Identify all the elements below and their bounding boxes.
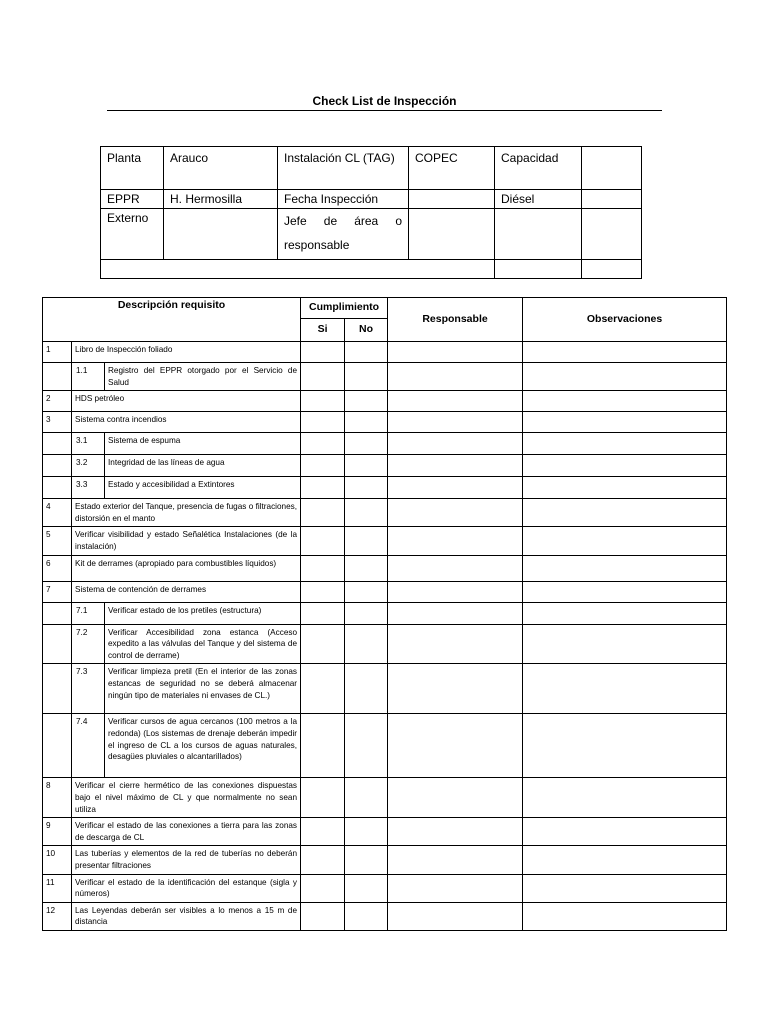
cell-responsable	[388, 846, 523, 874]
info-cell	[164, 209, 278, 260]
item-number: 9	[43, 818, 72, 846]
table-row	[43, 874, 727, 902]
info-row	[101, 190, 642, 209]
table-row	[43, 624, 727, 664]
cell-observaciones	[523, 846, 727, 874]
item-description: HDS petróleo	[72, 391, 301, 412]
item-number	[43, 455, 72, 477]
cell-responsable	[388, 412, 523, 433]
table-row	[43, 477, 727, 499]
cell-no	[345, 846, 388, 874]
cell-no	[345, 664, 388, 714]
item-description: Verificar el estado de las conexiones a tierra para las zonas de descarga de CL	[72, 818, 301, 846]
subitem-number: 7.1	[72, 602, 105, 624]
cell-observaciones	[523, 902, 727, 930]
table-row	[43, 499, 727, 527]
cell-responsable	[388, 555, 523, 581]
cell-no	[345, 874, 388, 902]
info-cell	[495, 260, 582, 279]
info-cell: EPPR	[101, 190, 164, 209]
cell-observaciones	[523, 602, 727, 624]
info-cell: Jefe de área o responsable	[278, 209, 409, 260]
info-row	[101, 209, 642, 260]
title-underline	[107, 110, 662, 111]
cell-no	[345, 778, 388, 818]
cell-observaciones	[523, 391, 727, 412]
cell-observaciones	[523, 433, 727, 455]
subitem-number: 1.1	[72, 363, 105, 391]
cell-si	[301, 363, 345, 391]
cell-observaciones	[523, 818, 727, 846]
item-description: Verificar limpieza pretil (En el interior de las zonas estancas de seguridad no se deberá almacenar ningún tipo de materiales ni envases de CL.)	[105, 664, 301, 714]
cell-observaciones	[523, 555, 727, 581]
cell-responsable	[388, 902, 523, 930]
item-description: Verificar cursos de agua cercanos (100 metros a la redonda) (Los sistemas de drenaje deberán impedir el ingreso de CL a los cursos de aguas naturales, desagües pluviales o alcantarillados)	[105, 714, 301, 778]
cell-si	[301, 455, 345, 477]
cell-observaciones	[523, 412, 727, 433]
cell-responsable	[388, 455, 523, 477]
cell-responsable	[388, 714, 523, 778]
item-number	[43, 714, 72, 778]
item-number: 8	[43, 778, 72, 818]
info-cell: Arauco	[164, 147, 278, 190]
cell-responsable	[388, 477, 523, 499]
item-description: Registro del EPPR otorgado por el Servicio de Salud	[105, 363, 301, 391]
subitem-number: 7.4	[72, 714, 105, 778]
info-cell: Diésel	[495, 190, 582, 209]
item-number	[43, 664, 72, 714]
table-row	[43, 455, 727, 477]
table-row	[43, 602, 727, 624]
item-number: 12	[43, 902, 72, 930]
subitem-number: 3.1	[72, 433, 105, 455]
table-row	[43, 555, 727, 581]
cell-responsable	[388, 818, 523, 846]
cell-responsable	[388, 342, 523, 363]
info-cell: Capacidad	[495, 147, 582, 190]
item-number	[43, 363, 72, 391]
item-number: 2	[43, 391, 72, 412]
info-cell	[582, 209, 642, 260]
cell-si	[301, 391, 345, 412]
info-table	[100, 146, 642, 279]
info-row	[101, 260, 642, 279]
cell-responsable	[388, 363, 523, 391]
cell-no	[345, 624, 388, 664]
item-description: Las tuberías y elementos de la red de tuberías no deberán presentar filtraciones	[72, 846, 301, 874]
item-number: 1	[43, 342, 72, 363]
info-cell	[409, 190, 495, 209]
cell-responsable	[388, 778, 523, 818]
cell-no	[345, 499, 388, 527]
cell-no	[345, 902, 388, 930]
info-cell: Externo	[101, 209, 164, 260]
cell-no	[345, 433, 388, 455]
cell-si	[301, 664, 345, 714]
table-row	[43, 664, 727, 714]
info-cell: H. Hermosilla	[164, 190, 278, 209]
table-row	[43, 846, 727, 874]
item-number	[43, 602, 72, 624]
cell-observaciones	[523, 664, 727, 714]
item-description: Estado y accesibilidad a Extintores	[105, 477, 301, 499]
table-row	[43, 778, 727, 818]
header-responsable: Responsable	[388, 298, 523, 342]
cell-observaciones	[523, 581, 727, 602]
cell-si	[301, 527, 345, 555]
table-row	[43, 342, 727, 363]
cell-responsable	[388, 391, 523, 412]
item-description: Las Leyendas deberán ser visibles a lo menos a 15 m de distancia	[72, 902, 301, 930]
cell-si	[301, 412, 345, 433]
table-row	[43, 391, 727, 412]
item-number: 3	[43, 412, 72, 433]
info-cell: Planta	[101, 147, 164, 190]
cell-si	[301, 874, 345, 902]
cell-si	[301, 778, 345, 818]
item-number: 11	[43, 874, 72, 902]
cell-no	[345, 363, 388, 391]
cell-no	[345, 581, 388, 602]
cell-responsable	[388, 874, 523, 902]
table-row	[43, 527, 727, 555]
cell-observaciones	[523, 624, 727, 664]
header-no: No	[345, 319, 388, 342]
table-row	[43, 902, 727, 930]
item-description: Libro de Inspección foliado	[72, 342, 301, 363]
table-row	[43, 581, 727, 602]
item-description: Sistema de contención de derrames	[72, 581, 301, 602]
table-row	[43, 412, 727, 433]
cell-responsable	[388, 527, 523, 555]
info-cell	[101, 260, 495, 279]
item-number: 7	[43, 581, 72, 602]
cell-no	[345, 342, 388, 363]
cell-no	[345, 455, 388, 477]
item-description: Verificar el cierre hermético de las conexiones dispuestas bajo el nivel máximo de CL y que normalmente no sean utiliza	[72, 778, 301, 818]
table-row	[43, 714, 727, 778]
info-cell	[582, 190, 642, 209]
cell-si	[301, 602, 345, 624]
item-description: Integridad de las líneas de agua	[105, 455, 301, 477]
header-si: Si	[301, 319, 345, 342]
table-row	[43, 363, 727, 391]
document-title: Check List de Inspección	[312, 94, 457, 108]
cell-observaciones	[523, 455, 727, 477]
cell-si	[301, 433, 345, 455]
cell-no	[345, 391, 388, 412]
cell-observaciones	[523, 477, 727, 499]
cell-no	[345, 818, 388, 846]
cell-no	[345, 477, 388, 499]
info-cell	[495, 209, 582, 260]
info-cell	[582, 260, 642, 279]
checklist-table	[42, 297, 727, 931]
cell-si	[301, 624, 345, 664]
cell-observaciones	[523, 363, 727, 391]
cell-observaciones	[523, 714, 727, 778]
cell-observaciones	[523, 874, 727, 902]
cell-no	[345, 555, 388, 581]
table-row	[43, 818, 727, 846]
info-cell	[582, 147, 642, 190]
info-cell: COPEC	[409, 147, 495, 190]
checklist-header-row	[43, 298, 727, 319]
cell-si	[301, 555, 345, 581]
item-number	[43, 624, 72, 664]
cell-responsable	[388, 624, 523, 664]
subitem-number: 3.3	[72, 477, 105, 499]
cell-responsable	[388, 581, 523, 602]
cell-si	[301, 477, 345, 499]
header-cumplimiento: Cumplimiento	[301, 298, 388, 319]
header-observaciones: Observaciones	[523, 298, 727, 342]
info-cell: Instalación CL (TAG)	[278, 147, 409, 190]
item-number: 6	[43, 555, 72, 581]
cell-si	[301, 818, 345, 846]
item-number: 5	[43, 527, 72, 555]
cell-si	[301, 902, 345, 930]
item-description: Verificar visibilidad y estado Señalética Instalaciones (de la instalación)	[72, 527, 301, 555]
item-number	[43, 477, 72, 499]
cell-observaciones	[523, 342, 727, 363]
item-number	[43, 433, 72, 455]
cell-responsable	[388, 433, 523, 455]
cell-responsable	[388, 499, 523, 527]
cell-si	[301, 342, 345, 363]
item-description: Sistema contra incendios	[72, 412, 301, 433]
item-description: Sistema de espuma	[105, 433, 301, 455]
cell-responsable	[388, 602, 523, 624]
cell-no	[345, 412, 388, 433]
item-number: 4	[43, 499, 72, 527]
info-cell: Fecha Inspección	[278, 190, 409, 209]
item-description: Verificar el estado de la identificación del estanque (sigla y números)	[72, 874, 301, 902]
cell-si	[301, 714, 345, 778]
cell-observaciones	[523, 778, 727, 818]
cell-no	[345, 527, 388, 555]
table-row	[43, 433, 727, 455]
cell-no	[345, 602, 388, 624]
item-description: Verificar estado de los pretiles (estructura)	[105, 602, 301, 624]
info-row	[101, 147, 642, 190]
item-description: Verificar Accesibilidad zona estanca (Acceso expedito a las válvulas del Tanque y del sistema de control de derrame)	[105, 624, 301, 664]
item-number: 10	[43, 846, 72, 874]
cell-si	[301, 499, 345, 527]
subitem-number: 7.2	[72, 624, 105, 664]
cell-si	[301, 581, 345, 602]
cell-responsable	[388, 664, 523, 714]
cell-si	[301, 846, 345, 874]
subitem-number: 7.3	[72, 664, 105, 714]
info-cell	[409, 209, 495, 260]
item-description: Kit de derrames (apropiado para combustibles líquidos)	[72, 555, 301, 581]
header-descripcion: Descripción requisito	[43, 298, 301, 342]
item-description: Estado exterior del Tanque, presencia de fugas o filtraciones, distorsión en el manto	[72, 499, 301, 527]
cell-observaciones	[523, 499, 727, 527]
subitem-number: 3.2	[72, 455, 105, 477]
cell-observaciones	[523, 527, 727, 555]
cell-no	[345, 714, 388, 778]
